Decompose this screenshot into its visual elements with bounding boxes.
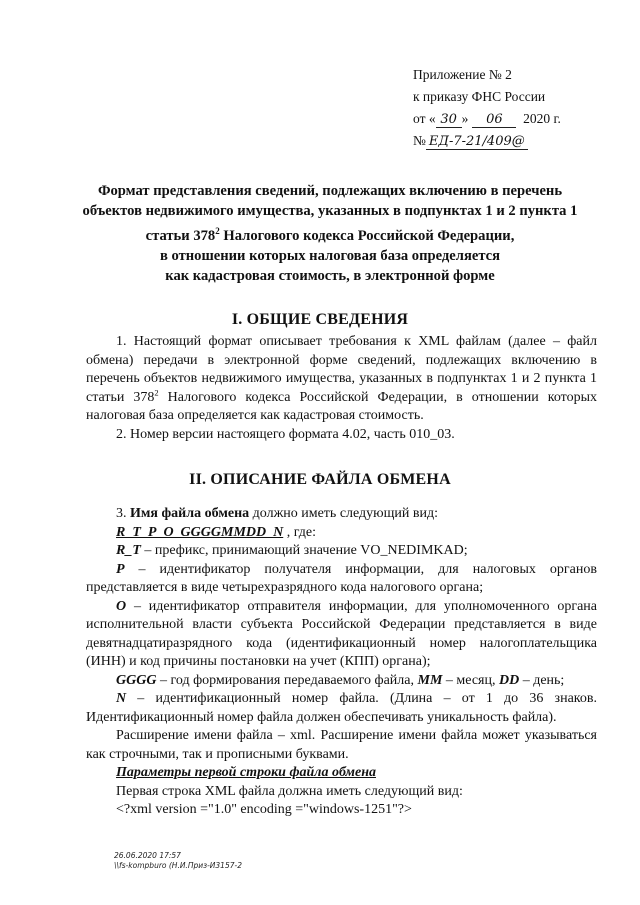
title-line-3a: статьи 378 <box>145 227 216 244</box>
definition-p <box>86 561 597 598</box>
definition-n-key: N <box>116 691 127 706</box>
date-day-handwritten: 30 <box>436 113 462 128</box>
definition-p-text: – идентификатор получателя информации, для налоговых органов представляется в виде четырехразрядного кода налогового органа; <box>86 561 597 595</box>
definition-dd-key: DD <box>498 672 520 688</box>
definition-o-text: – идентификатор отправителя информации, для уполномоченного органа исполнительной власти субъекта Российской Федерации представляется в виде девятнадцатиразрядного кода (идентификационный номер налогоплательщика (ИНН) и код причины постановки на учет (КПП) органа); <box>86 598 597 669</box>
paragraph-1 <box>86 333 597 426</box>
footer-timestamp: 26.06.2020 17:57 <box>114 851 181 860</box>
title-line-4: в отношении которых налоговая база определяется <box>159 247 501 264</box>
date-prefix: от « <box>413 111 436 126</box>
first-line-paragraph: Первая строка XML файла должна иметь следующий вид: <box>116 783 463 799</box>
definition-rt-key: R_T <box>116 543 141 558</box>
section-2-body <box>86 505 597 820</box>
footer-path: \\fs-kompburo (Н.И.Приз-И3157-2 <box>114 861 242 870</box>
filename-pattern-code: R_T_P_O_GGGGMMDD_N <box>116 524 284 540</box>
title-line-1: Формат представления сведений, подлежащих включению в перечень <box>97 183 563 199</box>
definition-p-key: P <box>116 561 125 577</box>
paragraph-1-sup: 2 <box>154 386 159 397</box>
section-2-heading: II. ОПИСАНИЕ ФАЙЛА ОБМЕНА <box>189 471 451 488</box>
appendix-date <box>413 108 561 130</box>
params-heading <box>86 764 597 783</box>
paragraph-3-bold: Имя файла обмена <box>130 506 250 521</box>
appendix-number <box>413 130 561 152</box>
definition-dd-text: – день; <box>519 672 565 688</box>
title-line-3b: Налогового кодекса Российской Федерации, <box>219 227 515 244</box>
date-month-handwritten: 06 <box>472 113 516 128</box>
definition-o <box>86 598 597 672</box>
title-line-5: как кадастровая стоимость, в электронной форме <box>165 267 495 284</box>
file-extension-paragraph: Расширение имени файла – xml. Расширение имени файла может указываться как строчными, так и прописными буквами. <box>86 728 597 762</box>
title-line-3 <box>60 221 600 246</box>
definition-gggg-text: – год формирования передаваемого файла, <box>156 672 418 688</box>
section-1-heading: I. ОБЩИЕ СВЕДЕНИЯ <box>231 311 409 328</box>
filename-pattern-rest: , где: <box>283 524 317 540</box>
definition-gggg-key: GGGG <box>116 672 157 688</box>
params-heading-text: Параметры первой строки файла обмена <box>116 765 376 780</box>
paragraph-3-number: 3. <box>116 506 130 521</box>
paragraph-2: 2. Номер версии настоящего формата 4.02, часть 010_03. <box>116 426 455 442</box>
order-number-handwritten: ЕД-7-21/409@ <box>426 135 528 150</box>
section-1-body <box>86 333 597 444</box>
definition-o-key: O <box>116 598 127 614</box>
xml-declaration: <?xml version ="1.0" encoding ="windows-1251"?> <box>116 802 412 817</box>
print-footer <box>114 851 242 871</box>
paragraph-1-part-a: 1. Настоящий формат описывает требования к XML файлам (далее – файл обмена) передачи в электронной форме сведений, подлежащих включению в перечень объектов недвижимого имущества, указанных в подпунктах 1 и 2 пункта 1 статьи 378 <box>86 334 597 405</box>
paragraph-1-part-b: Налогового кодекса Российской Федерации, в отношении которых налоговая база определяется как кадастровая стоимость. <box>86 389 597 423</box>
title-line-3-sup: 2 <box>215 226 220 236</box>
number-prefix: № <box>413 133 426 148</box>
document-title <box>60 181 600 286</box>
definition-n <box>86 690 597 727</box>
definition-mm-text: – месяц, <box>442 672 499 688</box>
definition-mm-key: MM <box>417 672 443 688</box>
filename-pattern <box>86 524 597 543</box>
appendix-line-1: Приложение № 2 <box>413 67 512 82</box>
definition-rt-text: – префикс, принимающий значение VO_NEDIMKAD; <box>140 543 468 558</box>
title-line-2: объектов недвижимого имущества, указанных в подпунктах 1 и 2 пункта 1 <box>82 203 578 219</box>
paragraph-3 <box>86 505 597 524</box>
definition-n-text: – идентификационный номер файла. (Длина – от 1 до 36 знаков. Идентификационный номер файла должен обеспечивать уникальность файла). <box>86 691 597 725</box>
appendix-line-2: к приказу ФНС России <box>413 89 546 104</box>
definition-rt <box>86 542 597 561</box>
date-year: 2020 г. <box>523 111 561 126</box>
appendix-header <box>413 64 561 152</box>
definition-gggg <box>86 672 597 691</box>
date-mid: » <box>461 111 469 126</box>
paragraph-3-rest: должно иметь следующий вид: <box>249 506 439 521</box>
